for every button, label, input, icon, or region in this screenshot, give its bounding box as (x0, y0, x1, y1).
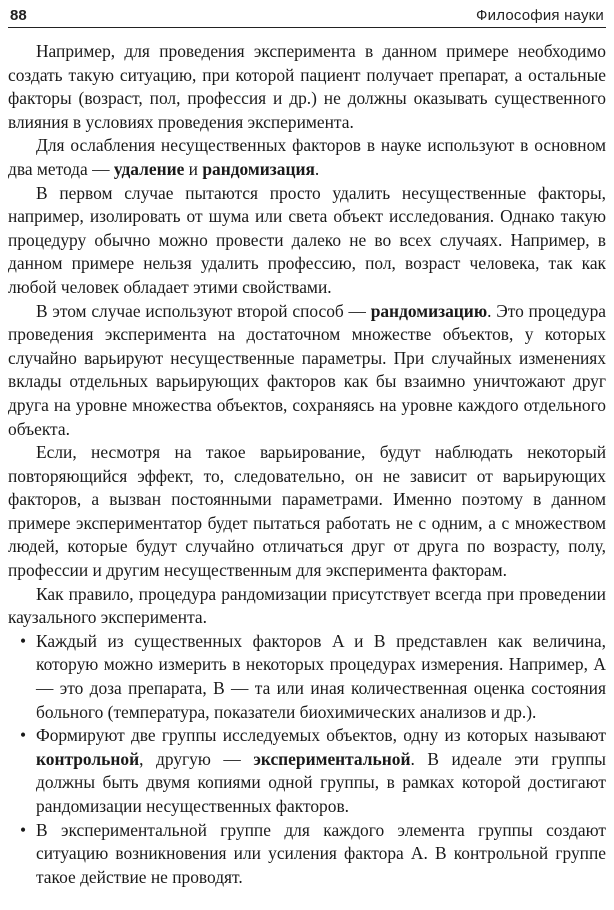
bold-term: рандомизация (202, 158, 315, 179)
text-run: Для ослабления несущественных факторов в науке используют в основном два метода — (8, 135, 606, 179)
paragraph: Если, несмотря на такое варьирование, будут наблюдать некоторый повторяющийся эффект, то, следовательно, он не зависит от варьирующих факторов, а вызван постоянными параметрами. Именно поэтому в данном примере экспериментатор будет пытаться работать не с одним, а с множеством людей, которые будут случайно отличаться друг от друга по возрасту, полу, профессии и другим несущественным для эксперимента факторам. (8, 442, 606, 581)
paragraph: Например, для проведения эксперимента в данном примере необходимо создать такую ситуацию, при которой пациент получает препарат, а остальные факторы (возраст, пол, профессия и др.) не должны оказывать существенного влияния в условиях проведения эксперимента. (8, 41, 606, 132)
paragraph (8, 134, 606, 181)
text-run: , другую — (139, 748, 254, 769)
text-run: и (184, 158, 203, 179)
list-item: • В экспериментальной группе для каждого элемента группы создают ситуацию возникновения или усиления фактора A. В контрольной группе такое действие не проводят. (8, 819, 606, 890)
page-number: 88 (10, 7, 27, 24)
text-run: . В идеале эти группы должны быть двумя копиями одной группы, в рамках которой достигают рандомизации несущественных факторов. (36, 748, 606, 816)
paragraph: Как правило, процедура рандомизации присутствует всегда при проведении каузального эксперимента. (8, 583, 606, 628)
text-run: В этом случае используют второй способ — (36, 300, 371, 321)
list-item (8, 724, 606, 818)
paragraph (8, 300, 606, 442)
bold-term: контрольной (36, 748, 140, 769)
paragraph: В первом случае пытаются просто удалить несущественные факторы, например, изолировать от шума или света объект исследования. Однако такую процедуру обычно можно провести далеко не во всех случаях. Например, в данном примере нельзя удалить профессию, пол, возраст человека, так как любой человек обладает этими свойствами. (8, 182, 606, 297)
bold-term: рандомизацию (370, 300, 488, 321)
text-run: . (314, 158, 320, 179)
list-item: • Каждый из существенных факторов A и B представлен как величина, которую можно измерить в некоторых процедурах измерения. Например, A — это доза препарата, B — та или иная количественная оценка состояния больного (температура, показатели биохимических анализов и др.). (8, 630, 606, 724)
text-run: Формируют две группы исследуемых объектов, одну из которых называют (36, 725, 606, 746)
bold-term: удаление (113, 158, 185, 179)
bold-term: экспериментальной (253, 748, 411, 769)
page-header (8, 0, 606, 28)
page-body (8, 28, 606, 889)
text-run: . Это процедура проведения эксперимента на достаточном множестве объектов, у которых случайно варьируют несущественные параметры. При случайных изменениях вклады отдельных варьирующих факторов как бы взаимно уничтожают друг друга на уровне множества объектов, сохраняясь на уровне каждого отдельного объекта. (8, 300, 606, 439)
bullet-list (8, 630, 606, 890)
running-title: Философия науки (476, 7, 604, 24)
